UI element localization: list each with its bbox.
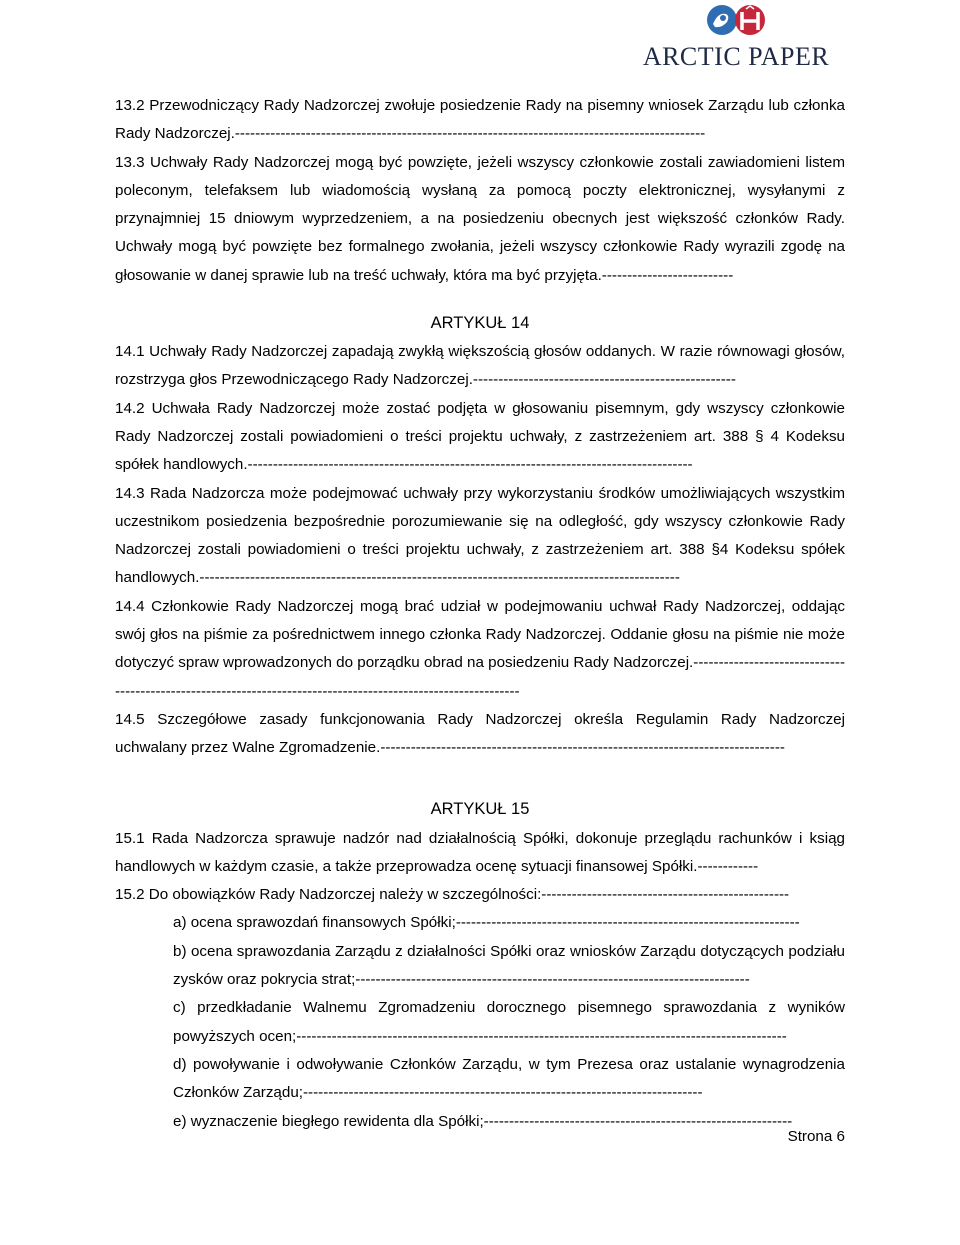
paragraph-14-2: 14.2 Uchwała Rady Nadzorczej może zostać podjęta w głosowaniu pisemnym, gdy wszyscy członkowie Rady Nadzorczej zostali powiadomieni o treści projektu uchwały, z zastrzeżeniem art. 388 § 4 Kodeksu spółek handlowych.---------------------------------------------------------------------------------------- <box>115 399 845 474</box>
paragraph-14-4: 14.4 Członkowie Rady Nadzorczej mogą brać udział w podejmowaniu uchwał Rady Nadzorczej, oddając swój głos na piśmie za pośrednictwem innego członka Rady Nadzorczej. Oddanie głosu na piśmie nie może dotyczyć spraw wprowadzonych do porządku obrad na posiedzeniu Rady Nadzorczej.-------------------------------------------------------------------------------------------------------------- <box>115 597 846 700</box>
list-item-d: d) powoływanie i odwoływanie Członków Zarządu, w tym Prezesa oraz ustalanie wynagrodzenia Członków Zarządu;------------------------------------------------------------------------------- <box>173 1055 845 1102</box>
logo-emblem-icon <box>702 2 772 42</box>
list-item-a: a) ocena sprawozdań finansowych Spółki;-------------------------------------------------------------------- <box>173 914 800 932</box>
paragraph-14-3: 14.3 Rada Nadzorcza może podejmować uchwały przy wykorzystaniu środków umożliwiających wszystkim uczestnikom posiedzenia bezpośrednie porozumiewanie się na odległość, gdy wszyscy członkowie Rady Nadzorczej zostali powiadomieni o treści projektu uchwały, z zastrzeżeniem art. 388 §4 Kodeksu spółek handlowych.----------------------------------------------------------------------------------------------- <box>115 484 845 587</box>
paragraph-13-3: 13.3 Uchwały Rady Nadzorczej mogą być powzięte, jeżeli wszyscy członkowie zostali zawiadomieni listem poleconym, telefaksem lub wiadomością wysłaną za pomocą poczty elektronicznej, wysyłanymi z przynajmniej 15 dniowym wyprzedzeniem, a na posiedzeniu obecnych jest większość członków Rady. Uchwały mogą być powzięte bez formalnego zwołania, jeżeli wszyscy członkowie Rady wyrazili zgodę na głosowanie w danej sprawie lub na treść uchwały, która ma być przyjęta.-------------------------- <box>115 153 845 284</box>
list-item-b: b) ocena sprawozdania Zarządu z działalności Spółki oraz wniosków Zarządu dotyczących podziału zysków oraz pokrycia strat;------------------------------------------------------------------------------ <box>173 942 845 989</box>
paragraph-15-1: 15.1 Rada Nadzorcza sprawuje nadzór nad działalnością Spółki, dokonuje przeglądu rachunków i ksiąg handlowych w każdym czasie, a także przeprowadza ocenę sytuacji finansowej Spółki.------------ <box>115 829 845 875</box>
list-item-e: e) wyznaczenie biegłego rewidenta dla Spółki;------------------------------------------------------------- <box>173 1112 793 1130</box>
paragraph-13-2: 13.2 Przewodniczący Rady Nadzorczej zwołuje posiedzenie Rady na pisemny wniosek Zarządu lub członka Rady Nadzorczej.--------------------------------------------------------------------------------------------- <box>115 97 845 143</box>
heading-article-14: ARTYKUŁ 14 <box>430 314 530 333</box>
logo-wordmark: ARCTIC PAPER <box>642 42 830 71</box>
heading-article-15: ARTYKUŁ 15 <box>430 799 530 818</box>
paragraph-14-1: 14.1 Uchwały Rady Nadzorczej zapadają zwykłą większością głosów oddanych. W razie równowagi głosów, rozstrzyga głos Przewodniczącego Rady Nadzorczej.---------------------------------------------------- <box>115 343 845 389</box>
list-item-c: c) przedkładanie Walnemu Zgromadzeniu dorocznego pisemnego sprawozdania z wyników powyższych ocen;------------------------------------------------------------------------------------------------- <box>173 999 845 1045</box>
arctic-paper-logo <box>636 2 836 72</box>
paragraph-14-5: 14.5 Szczegółowe zasady funkcjonowania Rady Nadzorczej określa Regulamin Rady Nadzorczej uchwalany przez Walne Zgromadzenie.-------------------------------------------------------------------------------- <box>115 710 845 757</box>
document-body <box>115 92 845 1136</box>
paragraph-15-2: 15.2 Do obowiązków Rady Nadzorczej należy w szczególności:------------------------------------------------- <box>115 886 790 904</box>
page-number: Strona 6 <box>787 1128 845 1145</box>
